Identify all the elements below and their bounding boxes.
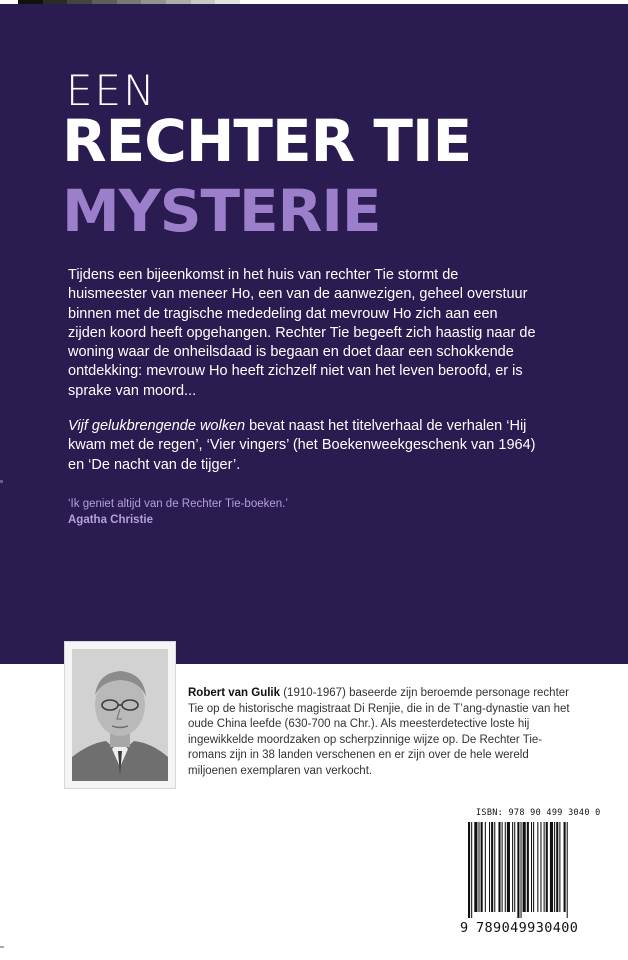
barcode-bar xyxy=(567,822,568,918)
barcode-bar xyxy=(527,822,529,912)
barcode-bar xyxy=(471,822,472,918)
barcode-bar xyxy=(474,822,477,912)
edge-mark xyxy=(0,480,3,483)
barcode-bar xyxy=(523,822,526,912)
barcode-bar xyxy=(521,822,522,918)
barcode-bar xyxy=(479,822,480,912)
barcode-bar xyxy=(537,822,538,912)
barcode-bar xyxy=(540,822,541,912)
title-een: EEN xyxy=(66,66,157,115)
barcode-bar xyxy=(498,822,500,912)
barcode-bar xyxy=(481,822,483,912)
quote-author: Agatha Christie xyxy=(68,514,153,526)
blurb-paragraph-2 xyxy=(68,417,538,475)
ean-digits: 789049930400 xyxy=(476,920,579,936)
barcode-bar xyxy=(559,822,560,912)
book-title-italic: Vijf gelukbrengende wolken xyxy=(68,418,246,435)
ean-barcode xyxy=(468,822,596,918)
isbn-label: ISBN: 978 90 499 3040 0 xyxy=(476,808,601,818)
barcode-bar xyxy=(485,822,486,912)
barcode-bar xyxy=(533,822,534,912)
crop-mark xyxy=(0,946,4,948)
barcode-bar xyxy=(514,822,515,912)
ean-lead-digit: 9 xyxy=(460,920,469,936)
barcode-bar xyxy=(468,822,470,918)
barcode-bar xyxy=(546,822,548,912)
barcode-bar xyxy=(531,822,532,912)
review-quote xyxy=(68,496,538,528)
author-bio-text: (1910-1967) baseerde zijn beroemde personage rechter Tie op de historische magistraat Di Renjie, die in de T’ang-dynastie van het oude China leefde (630-700 na Chr.). Als meesterdetective loste hij ingewikkelde moordzaken op scherpzinnige wijze op. De Rechter Tie-romans zijn in 38 landen verschenen en er zijn over de hele wereld miljoenen exemplaren van verkocht. xyxy=(188,687,570,777)
barcode-bar xyxy=(517,822,519,918)
barcode-bar xyxy=(505,822,506,912)
barcode-bar xyxy=(507,822,510,912)
author-bio xyxy=(188,686,572,779)
quote-text: ‘Ik geniet altijd van de Rechter Tie-boeken.’ xyxy=(68,498,288,510)
barcode-bar xyxy=(544,822,545,912)
barcode-bar xyxy=(556,822,558,912)
barcode-bar xyxy=(502,822,503,912)
back-cover-blurb xyxy=(68,266,538,491)
author-name: Robert van Gulik xyxy=(188,687,281,699)
barcode-bar xyxy=(564,822,566,912)
blurb-paragraph-2-text: bevat naast het titelverhaal de verhalen ‘Hij kwam met de regen’, ‘Vier vingers’ (het Boekenweekgeschenk van 1964) en ‘De nacht van de tijger’. xyxy=(68,418,536,473)
barcode-bar xyxy=(494,822,495,912)
author-portrait-photo xyxy=(64,641,176,789)
blurb-paragraph-1: Tijdens een bijeenkomst in het huis van rechter Tie stormt de huismeester van meneer Ho, een van de aanwezigen, geheel overstuur binnen met de tragische mededeling dat mevrouw Ho zich aan een zijden koord heeft opgehangen. Rechter Tie begeeft zich haastig naar de woning waar de onheilsdaad is begaan en doet daar een schokkende ontdekking: mevrouw Ho heeft zichzelf niet van het leven beroofd, er is sprake van moord... xyxy=(68,267,536,399)
barcode-bar xyxy=(550,822,553,912)
barcode-bar xyxy=(491,822,493,912)
barcode-bar xyxy=(512,822,513,912)
barcode-bar xyxy=(554,822,555,912)
barcode-bar xyxy=(489,822,490,912)
title-mysterie: MYSTERIE xyxy=(62,177,381,245)
title-rechter-tie: RECHTER TIE xyxy=(62,107,472,175)
